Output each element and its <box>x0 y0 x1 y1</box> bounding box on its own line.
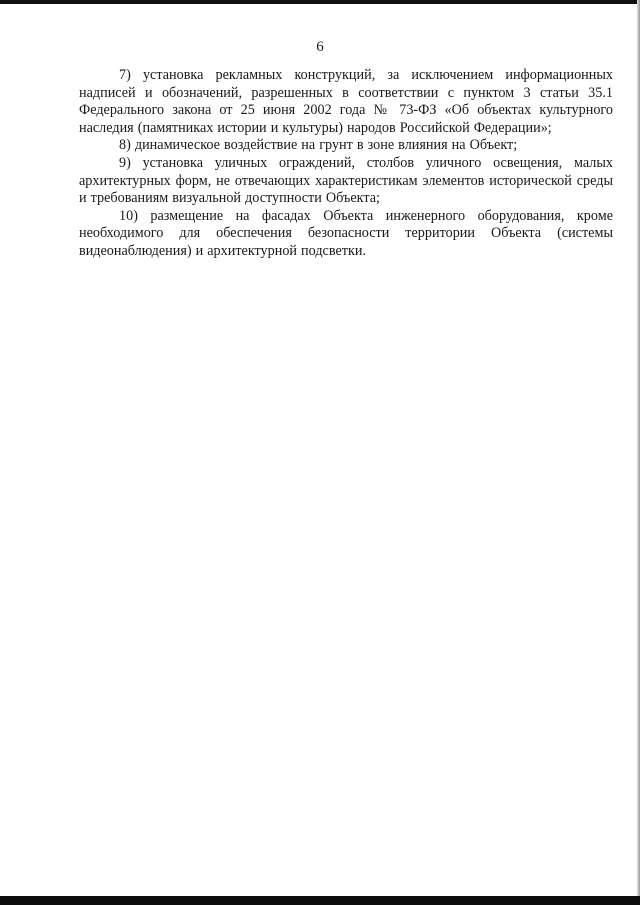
list-item-8: 8) динамическое воздействие на грунт в зоне влияния на Объект; <box>119 137 518 154</box>
scan-edge-top <box>0 0 640 4</box>
list-item-9: 9) установка уличных ограждений, столбов уличного освещения, малых архитектурных форм, не отвечающих характеристикам элементов исторической среды и требованиям визуальной доступности Объекта; <box>79 154 613 207</box>
list-item-7: 7) установка рекламных конструкций, за исключением информационных надписей и обозначений, разрешенных в соответствии с пунктом 3 статьи 35.1 Федерального закона от 25 июня 2002 года № 73-ФЗ «Об объектах культурного наследия (памятниках истории и культуры) народов Российской Федерации»; <box>79 67 613 136</box>
page-number: 6 <box>316 39 324 55</box>
scan-edge-bottom <box>0 896 640 905</box>
document-body <box>79 67 613 261</box>
list-item-10: 10) размещение на фасадах Объекта инженерного оборудования, кроме необходимого для обеспечения безопасности территории Объекта (системы видеонаблюдения) и архитектурной подсветки. <box>79 207 613 259</box>
